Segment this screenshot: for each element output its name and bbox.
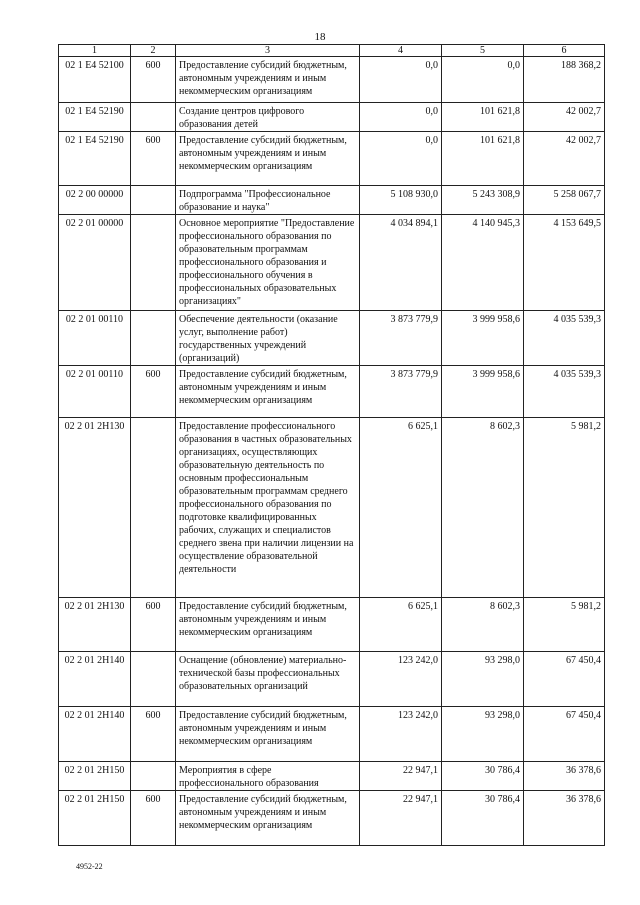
row-name: Предоставление субсидий бюджетным, автономным учреждениям и иным некоммерческим организациям (176, 598, 360, 652)
row-expense-type: 600 (131, 366, 176, 418)
row-value-5: 30 786,4 (442, 791, 524, 846)
row-code: 02 1 E4 52190 (59, 132, 131, 186)
table-row (59, 103, 605, 132)
row-value-6: 4 035 539,3 (524, 311, 605, 366)
table-row (59, 215, 605, 311)
row-name: Обеспечение деятельности (оказание услуг, выполнение работ) государственных учреждений (организаций) (176, 311, 360, 366)
row-value-5: 8 602,3 (442, 598, 524, 652)
document-code: 4952-22 (76, 862, 103, 871)
row-code: 02 2 01 00110 (59, 311, 131, 366)
row-expense-type: 600 (131, 132, 176, 186)
row-code: 02 1 E4 52100 (59, 57, 131, 103)
row-expense-type: 600 (131, 707, 176, 762)
header-cell-2: 2 (131, 45, 176, 57)
row-value-4: 4 034 894,1 (360, 215, 442, 311)
row-value-6: 5 981,2 (524, 598, 605, 652)
row-expense-type: 600 (131, 57, 176, 103)
row-value-4: 0,0 (360, 57, 442, 103)
row-value-6: 42 002,7 (524, 132, 605, 186)
row-value-5: 93 298,0 (442, 707, 524, 762)
header-cell-6: 6 (524, 45, 605, 57)
row-value-6: 42 002,7 (524, 103, 605, 132)
row-value-5: 0,0 (442, 57, 524, 103)
row-value-6: 4 153 649,5 (524, 215, 605, 311)
row-code: 02 2 01 00000 (59, 215, 131, 311)
row-value-5: 8 602,3 (442, 418, 524, 598)
row-value-4: 5 108 930,0 (360, 186, 442, 215)
row-code: 02 2 01 2H140 (59, 652, 131, 707)
table-row (59, 762, 605, 791)
table-row (59, 791, 605, 846)
row-name: Подпрограмма "Профессиональное образование и наука" (176, 186, 360, 215)
row-expense-type (131, 186, 176, 215)
row-value-5: 93 298,0 (442, 652, 524, 707)
row-expense-type (131, 103, 176, 132)
row-name: Предоставление субсидий бюджетным, автономным учреждениям и иным некоммерческим организациям (176, 132, 360, 186)
row-name: Мероприятия в сфере профессионального образования (176, 762, 360, 791)
row-value-4: 3 873 779,9 (360, 311, 442, 366)
row-value-4: 123 242,0 (360, 707, 442, 762)
row-value-6: 5 981,2 (524, 418, 605, 598)
row-name: Предоставление профессионального образования в частных образовательных организациях, осуществляющих образовательную деятельность по основным профессиональным образовательным программам среднего профессионального образования по подготовке квалифицированных рабочих, служащих и специалистов среднего звена при наличии лицензии на осуществление образовательной деятельности (176, 418, 360, 598)
row-value-5: 3 999 958,6 (442, 311, 524, 366)
row-value-5: 3 999 958,6 (442, 366, 524, 418)
row-code: 02 2 01 2H150 (59, 762, 131, 791)
header-cell-4: 4 (360, 45, 442, 57)
table-row (59, 598, 605, 652)
row-code: 02 2 01 00110 (59, 366, 131, 418)
row-expense-type: 600 (131, 598, 176, 652)
row-name: Оснащение (обновление) материально-технической базы профессиональных образовательных организаций (176, 652, 360, 707)
row-value-6: 67 450,4 (524, 707, 605, 762)
row-value-5: 5 243 308,9 (442, 186, 524, 215)
row-name: Предоставление субсидий бюджетным, автономным учреждениям и иным некоммерческим организациям (176, 366, 360, 418)
row-value-4: 22 947,1 (360, 791, 442, 846)
row-expense-type (131, 215, 176, 311)
row-value-4: 0,0 (360, 103, 442, 132)
row-name: Предоставление субсидий бюджетным, автономным учреждениям и иным некоммерческим организациям (176, 791, 360, 846)
table-row (59, 311, 605, 366)
table-row (59, 57, 605, 103)
row-name: Предоставление субсидий бюджетным, автономным учреждениям и иным некоммерческим организациям (176, 57, 360, 103)
row-value-4: 123 242,0 (360, 652, 442, 707)
row-expense-type (131, 762, 176, 791)
row-code: 02 2 00 00000 (59, 186, 131, 215)
row-value-4: 22 947,1 (360, 762, 442, 791)
header-cell-3: 3 (176, 45, 360, 57)
row-name: Основное мероприятие "Предоставление профессионального образования по образовательным программам профессионального образования и профессионального обучения в профессиональных образовательных организациях" (176, 215, 360, 311)
row-code: 02 1 E4 52190 (59, 103, 131, 132)
row-value-4: 6 625,1 (360, 598, 442, 652)
row-value-5: 101 621,8 (442, 132, 524, 186)
budget-table (58, 44, 605, 846)
row-expense-type (131, 418, 176, 598)
row-expense-type (131, 311, 176, 366)
row-value-6: 67 450,4 (524, 652, 605, 707)
table-row (59, 132, 605, 186)
header-cell-1: 1 (59, 45, 131, 57)
row-name: Предоставление субсидий бюджетным, автономным учреждениям и иным некоммерческим организациям (176, 707, 360, 762)
row-value-5: 4 140 945,3 (442, 215, 524, 311)
row-value-6: 4 035 539,3 (524, 366, 605, 418)
row-code: 02 2 01 2H150 (59, 791, 131, 846)
row-value-6: 36 378,6 (524, 762, 605, 791)
table-row (59, 366, 605, 418)
row-value-4: 3 873 779,9 (360, 366, 442, 418)
page-number: 18 (314, 31, 326, 43)
row-code: 02 2 01 2H140 (59, 707, 131, 762)
row-value-4: 6 625,1 (360, 418, 442, 598)
row-code: 02 2 01 2H130 (59, 418, 131, 598)
table-row (59, 418, 605, 598)
row-value-4: 0,0 (360, 132, 442, 186)
row-code: 02 2 01 2H130 (59, 598, 131, 652)
row-expense-type: 600 (131, 791, 176, 846)
header-row (59, 45, 605, 57)
row-value-6: 5 258 067,7 (524, 186, 605, 215)
table-row (59, 186, 605, 215)
row-expense-type (131, 652, 176, 707)
table-row (59, 707, 605, 762)
table-row (59, 652, 605, 707)
row-value-5: 30 786,4 (442, 762, 524, 791)
row-name: Создание центров цифрового образования детей (176, 103, 360, 132)
header-cell-5: 5 (442, 45, 524, 57)
row-value-5: 101 621,8 (442, 103, 524, 132)
row-value-6: 36 378,6 (524, 791, 605, 846)
row-value-6: 188 368,2 (524, 57, 605, 103)
